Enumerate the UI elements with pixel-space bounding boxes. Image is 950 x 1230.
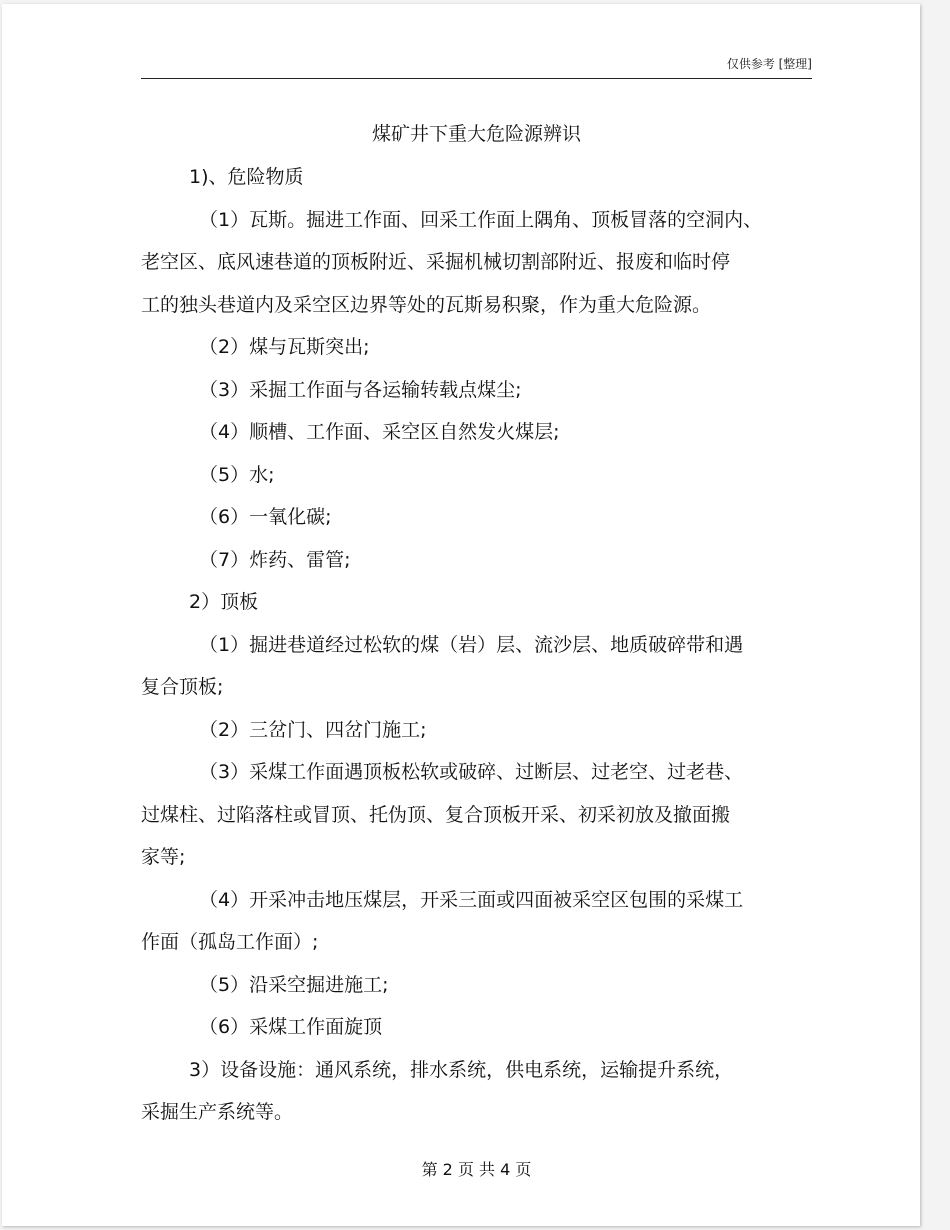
text-line: （6）一氧化碳; [199,506,332,528]
text-line: （5）沿采空掘进施工; [199,973,389,996]
text-line: （7）炸药、雷管; [199,548,351,571]
text-line: （3）采煤工作面遇顶板松软或破碎、过断层、过老空、过老巷、 [199,761,744,783]
text-line: 1)、危险物质 [189,166,304,188]
document-page [2,4,920,1226]
text-line: 作面（孤岛工作面）; [141,931,319,953]
text-line: （6）采煤工作面旋顶 [199,1016,383,1038]
text-line: 家等; [141,846,186,868]
text-line: （5）水; [199,463,275,486]
text-line: 3）设备设施：通风系统，排水系统，供电系统，运输提升系统， [189,1058,734,1081]
document-title: 煤矿井下重大危险源辨识 [371,123,581,145]
text-line: （2）三岔门、四岔门施工; [199,718,427,741]
text-line: 老空区、底风速巷道的顶板附近、采掘机械切割部附近、报废和临时停 [141,251,731,273]
text-line: 2）顶板 [189,591,259,613]
text-line: 采掘生产系统等。 [141,1101,294,1123]
text-line: （2）煤与瓦斯突出; [199,336,370,358]
text-line: （3）采掘工作面与各运输转载点煤尘; [199,378,522,401]
text-line: （1）掘进巷道经过松软的煤（岩）层、流沙层、地质破碎带和遇 [199,633,744,656]
text-line: 过煤柱、过陷落柱或冒顶、托伪顶、复合顶板开采、初采初放及撤面搬 [141,803,731,826]
text-line: （1）瓦斯。掘进工作面、回采工作面上隅角、顶板冒落的空洞内、 [199,208,763,231]
header-note: 仅供参考 [整理] [726,57,812,71]
document-body [141,161,812,1139]
header-divider [141,78,812,79]
text-line: 复合顶板; [141,676,224,698]
text-line: （4）顺槽、工作面、采空区自然发火煤层; [199,421,560,443]
text-line: （4）开采冲击地压煤层，开采三面或四面被采空区包围的采煤工 [199,888,744,911]
page-number: 第 2 页 共 4 页 [421,1160,532,1179]
text-line: 工的独头巷道内及采空区边界等处的瓦斯易积聚，作为重大危险源。 [141,293,712,316]
